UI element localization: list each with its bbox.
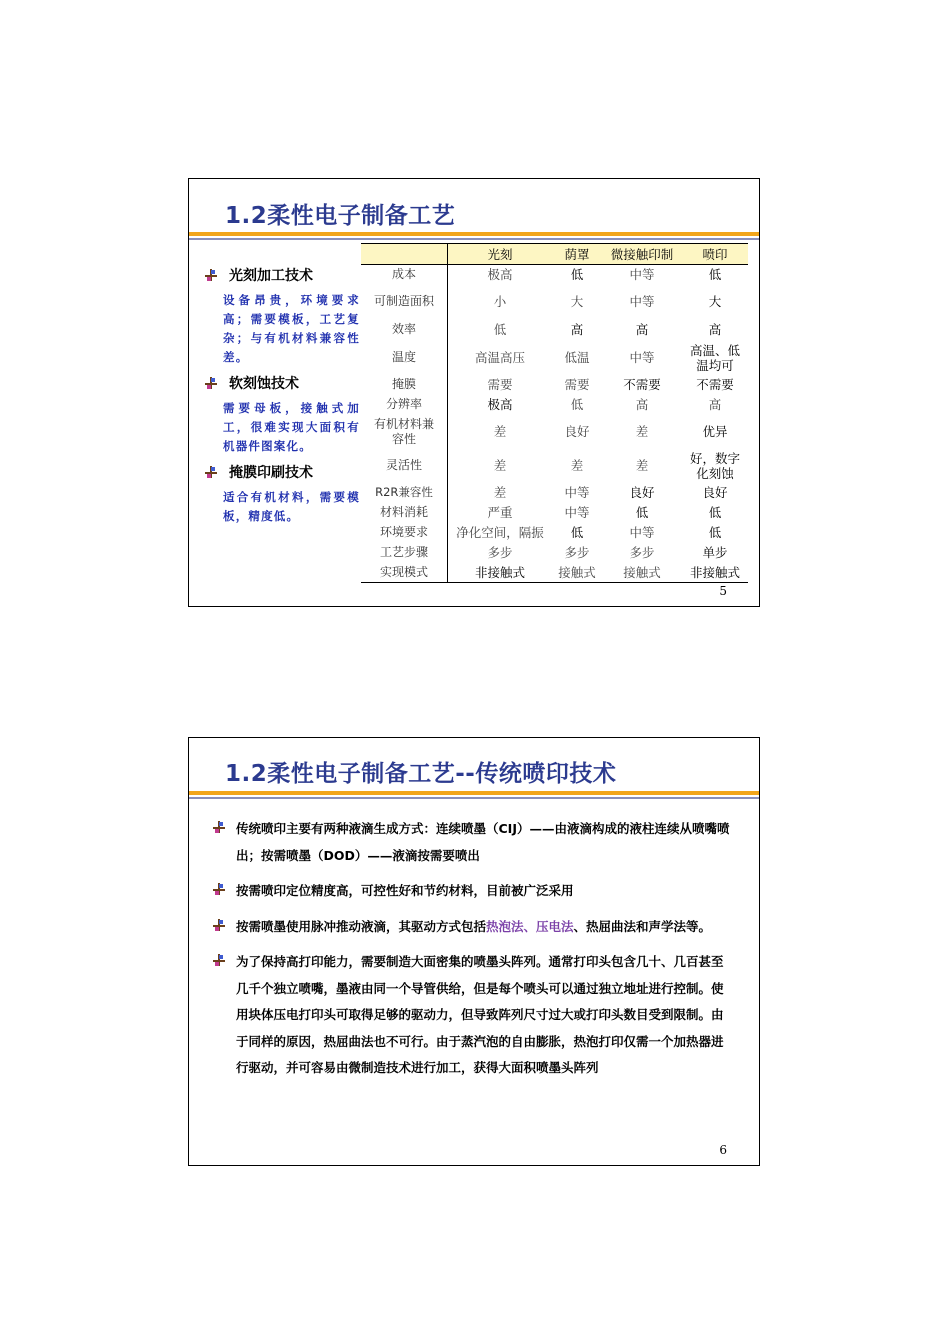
table-header-row [361,244,748,265]
table-cell: 差 [635,424,649,439]
page-number: 6 [719,1143,727,1157]
table-cell: 小 [493,294,507,309]
table-cell: 优异 [702,424,728,439]
bullet-icon [213,919,225,931]
table-cell: 非接触式 [448,563,553,583]
table-row [361,563,748,583]
table-cell: 需要 [564,377,590,392]
section-desc: 适合有机材料，需要模板，精度低。 [223,490,360,523]
slide-1 [188,178,760,607]
column-header: 微接触印制 [602,244,682,265]
bullet-icon [213,883,225,895]
table-cell: 接触式 [602,563,682,583]
table-cell: 高 [708,397,722,412]
section-desc: 需要母板，接触式加工，很难实现大面积有机器件图案化。 [223,401,360,453]
title-divider [189,791,759,795]
table-cell: 严重 [487,505,513,520]
section-desc: 设备昂贵，环境要求高；需要模板，工艺复杂；与有机材料兼容性差。 [223,293,360,364]
table-cell: 低温 [564,350,590,365]
row-label: 材料消耗 [361,503,448,523]
table-cell: 良好 [564,424,590,439]
table-row [361,543,748,563]
table-cell: 净化空间，隔振 [456,525,544,540]
table-cell: 低 [570,525,584,540]
table-cell: 低 [493,322,507,337]
table-cell: 不需要 [696,377,734,392]
table-row [361,395,748,415]
section-heading: 软刻蚀技术 [205,373,360,393]
table-cell: 中等 [629,350,655,365]
table-cell: 高 [635,397,649,412]
table-cell: 中等 [629,294,655,309]
table-cell: 好，数字化刻蚀 [690,450,741,481]
bullet-icon [213,954,225,966]
column-header: 光刻 [448,244,553,265]
technique-list [205,265,360,532]
table-cell: 中等 [564,505,590,520]
table-row [361,319,748,341]
column-header: 荫罩 [552,244,602,265]
table-cell: 需要 [487,377,513,392]
table-cell: 高 [708,322,722,337]
table-row [361,503,748,523]
bullet-icon [213,821,225,833]
table-cell: 高 [635,322,649,337]
slide-title: 1.2柔性电子制备工艺 [225,203,456,229]
table-row [361,449,748,483]
page-number: 5 [719,584,727,598]
table-cell: 不需要 [623,377,661,392]
table-cell: 差 [570,458,584,473]
row-label: 灵活性 [361,449,448,483]
table-row [361,341,748,375]
table-cell: 中等 [629,525,655,540]
table-cell: 极高 [487,397,513,412]
table-cell: 大 [570,294,584,309]
table-row [361,523,748,543]
table-cell: 接触式 [552,563,602,583]
slide-2 [188,737,760,1166]
table-cell: 多步 [564,545,590,560]
row-label: 温度 [361,341,448,375]
table-row [361,415,748,449]
row-label: 实现模式 [361,563,448,583]
table-cell: 差 [493,458,507,473]
row-label: 效率 [361,319,448,341]
highlighted-text: 热泡法、压电法 [486,918,574,934]
table-cell: 低 [570,267,584,283]
column-header: 喷印 [682,244,748,265]
table-cell: 差 [493,485,507,500]
table-cell: 多步 [487,545,513,560]
table-cell: 低 [708,525,722,540]
table-cell: 高温高压 [474,350,525,365]
table-cell: 差 [493,424,507,439]
list-item: 为了保持高打印能力，需要制造大面密集的喷墨头阵列。通常打印头包含几十、几百甚至几千个独立喷嘴，墨液由同一个导管供给，但是每个喷头可以通过独立地址进行控制。使用块体压电打印头可取得足够的驱动力，但导致阵列尺寸过大或打印头数目受到限制。由于同样的原因，热屈曲法也不可行。由于蒸汽泡的自由膨胀，热泡打印仅需一个加热器进行驱动，并可容易由微制造技术进行加工，获得大面积喷墨头阵列 [213,949,733,1082]
table-cell: 低 [708,505,722,520]
table-cell: 中等 [564,485,590,500]
list-item: 按需喷墨使用脉冲推动液滴，其驱动方式包括热泡法、压电法、热屈曲法和声学法等。 [213,914,733,941]
row-label: 成本 [361,265,448,285]
section-heading: 掩膜印刷技术 [205,462,360,482]
section-heading: 光刻加工技术 [205,265,360,285]
table-cell: 极高 [487,267,513,283]
table-cell: 非接触式 [682,563,748,583]
table-cell: 低 [635,505,649,520]
slide-title: 1.2柔性电子制备工艺--传统喷印技术 [225,761,617,787]
list-item: 按需喷印定位精度高，可控性好和节约材料，目前被广泛采用 [213,878,733,905]
title-divider-thin [189,797,759,799]
table-cell: 差 [635,458,649,473]
table-cell: 高 [570,322,584,337]
bullet-icon [205,377,217,389]
table-cell: 中等 [629,267,655,283]
row-label: 掩膜 [361,375,448,395]
table-cell: 高温、低温均可 [690,342,741,373]
table-cell: 良好 [702,485,728,500]
row-label: R2R兼容性 [361,483,448,503]
table-row [361,285,748,319]
bullet-icon [205,269,217,281]
row-label: 有机材料兼容性 [361,415,448,449]
table-cell: 低 [708,267,722,283]
table-cell: 多步 [629,545,655,560]
bullet-icon [205,466,217,478]
comparison-table [361,243,748,583]
table-row [361,265,748,285]
list-item: 传统喷印主要有两种液滴生成方式：连续喷墨（CIJ）——由液滴构成的液柱连续从喷嘴喷出；按需喷墨（DOD）——液滴按需要喷出 [213,816,733,869]
row-label: 分辨率 [361,395,448,415]
table-row [361,375,748,395]
table-cell: 单步 [702,545,728,560]
table-row [361,483,748,503]
table-cell: 良好 [629,485,655,500]
title-divider [189,232,759,236]
bullet-list [213,816,733,1091]
table-cell: 低 [570,397,584,412]
row-label: 工艺步骤 [361,543,448,563]
title-divider-thin [189,238,759,240]
row-label: 可制造面积 [361,285,448,319]
column-header [361,244,448,265]
table-cell: 大 [708,294,722,309]
row-label: 环境要求 [361,523,448,543]
